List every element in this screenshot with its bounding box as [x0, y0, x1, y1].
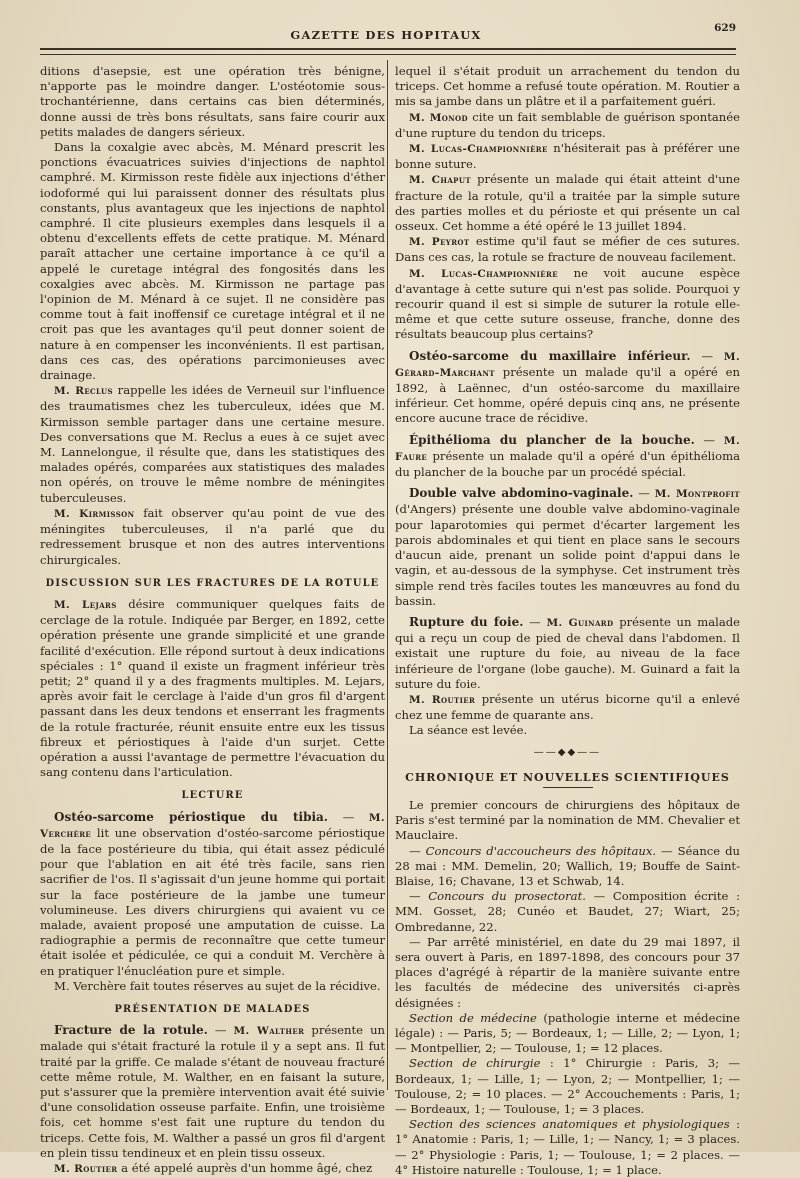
speaker-name: M. Lucas-Championnière	[409, 143, 548, 156]
paragraph	[40, 506, 385, 568]
speaker-name: M. Lucas-Championnière	[409, 267, 558, 280]
paragraph	[395, 889, 740, 935]
paragraph-text: cite un fait semblable de guérison spontanée d'une rupture du tendon du triceps.	[395, 109, 740, 140]
item-title: — Concours du prosectorat.	[409, 889, 586, 904]
speaker-name: M. Routier	[54, 1163, 118, 1176]
paragraph	[395, 234, 740, 265]
paragraph: Double valve abdomino-vaginale. — M. Montprofit (d'Angers) présente une double valve abdomino-vaginale pour laparotomies qui permet d'écarter largement les parois abdominales et qui tient en place sans le secours d'aucun aide, prenant un solide point d'appui dans le vagin, et au-dessous de la symphyse. Cet instrument très simple rend très faciles toutes les manœuvres au fond du bassin.	[395, 486, 740, 608]
speaker-name: M. Guinard	[546, 616, 614, 629]
right-column	[395, 64, 740, 1178]
case-title: Ostéo-sarcome du maxillaire inférieur.	[409, 348, 691, 363]
item-title: — Concours d'accoucheurs des hôpitaux.	[409, 843, 657, 858]
heading-rule	[543, 787, 593, 788]
paragraph: lequel il s'était produit un arrachement du tendon du triceps. Cet homme a refusé toute opération. M. Routier a mis sa jambe dans un plâtre et il a parfaitement guéri.	[395, 64, 740, 109]
paragraph	[395, 172, 740, 234]
paragraph-text: (pathologie interne et médecine légale) : — Paris, 5; — Bordeaux, 1; — Lille, 2; — Lyon, 1; — Montpellier, 2; — Toulouse, 1; = 12 places.	[395, 1010, 740, 1056]
speaker-name: M. Peyrot	[409, 236, 470, 249]
item-title: Section des sciences anatomiques et physiologiques	[409, 1117, 730, 1132]
section-heading: PRÉSENTATION DE MALADES	[114, 1003, 311, 1015]
paragraph-text: ne voit aucune espèce d'avantage à cette suture qui n'est pas solide. Pourquoi y recourir quand il est si simple de suturer la rotule elle-même et que cette suture osseuse, franche, donne des résultats beaucoup plus certains?	[395, 265, 740, 342]
journal-title: GAZETTE DES HOPITAUX	[290, 28, 482, 42]
paragraph	[395, 1056, 740, 1117]
case-title: Épithélioma du plancher de la bouche.	[409, 432, 695, 447]
paragraph-text: (d'Angers) présente une double valve abdomino-vaginale pour laparotomies qui permet d'écarter largement les parois abdominales et qui tient en place sans le secours d'aucun aide, prenant un solide point d'appui dans le vagin, et au-dessous de la symphyse. Cet instrument très simple rend très faciles toutes les manœuvres au fond du bassin.	[395, 502, 740, 608]
paragraph: Épithélioma du plancher de la bouche. — M. Faure présente un malade qu'il a opéré d'un épithélioma du plancher de la bouche par un procédé spécial.	[395, 432, 741, 480]
ornament-divider: ——◆◆——	[533, 746, 602, 758]
paragraph-text: lit une observation d'ostéo-sarcome périostique de la face postérieure du tibia, qui était assez pédiculé pour que l'ablation en ait été très facile, sans rien sacrifier de l'os. Il s'agissait d'un jeune homme qui portait sur la face postérieure de la jambe une tumeur volumineuse. Les divers chirurgiens qui avaient vu ce malade, avaient proposé une amputation de cuisse. La radiographie a permis de reconnaître que cette tumeur était isolée et pédiculée, ce qui a conduit M. Verchère à en pratiquer l'énucléation pure et simple.	[40, 825, 385, 978]
paragraph: Rupture du foie. — M. Guinard présente un malade qui a reçu un coup de pied de cheval dans l'abdomen. Il existait une rupture du foie, au niveau de la face inférieure de l'organe (lobe gauche). M. Guinard a fait la suture du foie.	[395, 614, 741, 691]
paragraph	[40, 1161, 385, 1177]
page-number: 629	[714, 22, 736, 34]
paragraph	[40, 597, 385, 780]
paragraph: Fracture de la rotule. — M. Walther présente un malade qui s'était fracturé la rotule il y a sept ans. Il fut traité par la griffe. Ce malade s'étant de nouveau fracturé cette même rotule, M. Walther, en en faisant la suture, put s'assurer que la première intervention avait été suivie d'une consolidation osseuse parfaite. Enfin, une troisième fois, cet homme s'est fait une rupture du tendon du triceps. Cette fois, M. Walther a passé un gros fil d'argent en plein tissu tendineux et en plein tissu osseux.	[40, 1023, 386, 1160]
paragraph-text: a été appelé auprès d'un homme âgé, chez	[117, 1161, 373, 1176]
paragraph	[395, 1011, 740, 1057]
paragraph: Ostéo-sarcome du maxillaire inférieur. — M. Gérard-Marchant présente un malade qu'il a opéré en 1892, à Laënnec, d'un ostéo-sarcome du maxillaire inférieur. Cet homme, opéré depuis cinq ans, ne présente encore aucune trace de récidive.	[395, 348, 741, 426]
paragraph-text: fait observer qu'au point de vue des méningites tuberculeuses, il n'a parlé que du redressement brusque et non des autres interventions chirurgicales.	[40, 505, 385, 567]
paragraph-text: présente un malade qu'il a opéré d'un épithélioma du plancher de la bouche par un procédé spécial.	[395, 448, 740, 480]
speaker-name: M. Monod	[409, 111, 468, 124]
paragraph-text: présente un malade qui s'était fracturé la rotule il y a sept ans. Il fut traité par la griffe. Ce malade s'étant de nouveau fracturé cette même rotule, M. Walther, en en faisant la suture, put s'assurer que la première intervention avait été suivie d'une consolidation osseuse parfaite. Enfin, une troisième fois, cet homme s'est fait une rupture du tendon du triceps. Cette fois, M. Walther a passé un gros fil d'argent en plein tissu tendineux et en plein tissu osseux.	[40, 1023, 386, 1160]
case-title: Rupture du foie.	[409, 614, 524, 629]
paragraph: ditions d'asepsie, est une opération très bénigne, n'apporte pas le moindre danger. L'ostéotomie sous-trochantérienne, dans certains cas bien déterminés, donne aussi de très bons résultats, sans faire courir aux petits malades de dangers sérieux.	[40, 64, 385, 139]
chronicle-heading: CHRONIQUE ET NOUVELLES SCIENTIFIQUES	[405, 770, 730, 784]
speaker-name: M. Reclus	[54, 385, 113, 398]
speaker-name: M. Gérard-Marchant	[395, 350, 741, 379]
paragraph-text: n'hésiterait pas à préférer une bonne suture.	[395, 141, 740, 172]
paragraph-text: présente un utérus bicorne qu'il a enlevé chez une femme de quarante ans.	[395, 691, 741, 723]
header-rule	[40, 48, 736, 55]
paragraph-text: estime qu'il faut se méfier de ces sutures. Dans ces cas, la rotule se fracture de nouveau facilement.	[395, 234, 740, 265]
speaker-name: M. Kirmisson	[54, 507, 135, 520]
speaker-name: M. Chaput	[409, 174, 471, 187]
paragraph	[395, 692, 740, 723]
paragraph-text: — Séance du 28 mai : MM. Demelin, 20; Wallich, 19; Bouffe de Saint-Blaise, 16; Chavane, 13 et Schwab, 14.	[395, 843, 741, 888]
paragraph: Ostéo-sarcome périostique du tibia. — M. Verchère lit une observation d'ostéo-sarcome périostique de la face postérieure du tibia, qui était assez pédiculé pour que l'ablation en ait été très facile, sans rien sacrifier de l'os. Il s'agissait d'un jeune homme qui portait sur la face postérieure de la jambe une tumeur volumineuse. Les divers chirurgiens qui avaient vu ce malade, avaient proposé une amputation de cuisse. La radiographie a permis de reconnaître que cette tumeur était isolée et pédiculée, ce qui a conduit M. Verchère à en pratiquer l'énucléation pure et simple.	[40, 809, 385, 978]
paragraph	[395, 110, 740, 141]
speaker-name: M. Montprofit	[654, 488, 740, 501]
case-title: Double valve abdomino-vaginale.	[409, 486, 634, 501]
column-divider	[387, 60, 388, 1090]
paragraph	[395, 844, 740, 890]
paragraph	[40, 383, 385, 506]
speaker-name: M. Faure	[395, 434, 741, 463]
section-heading: LECTURE	[181, 790, 244, 802]
paragraph-text: rappelle les idées de Verneuil sur l'influence des traumatismes chez les tuberculeux, idées que M. Kirmisson semble partager dans une certaine mesure. Des conversations que M. Reclus a eues à ce sujet avec M. Lannelongue, il résulte que, dans les statistiques des malades opérés, comparées aux statistiques des malades non opérés, on trouve le même nombre de méningites tuberculeuses.	[40, 383, 386, 505]
paragraph: Dans la coxalgie avec abcès, M. Ménard prescrit les ponctions évacuatrices suivies d'injections de naphtol camphré. M. Kirmisson reste fidèle aux injections d'éther iodoformé qui lui paraissent donner des résultats plus constants, plus avantageux que les injections de naphtol camphré. Il cite plusieurs exemples dans lesquels il a obtenu d'excellents effets de cette pratique. M. Ménard paraît attacher une certaine importance à ce qu'il a appelé le curetage intégral des fongosités dans les coxalgies avec abcès. M. Kirmisson ne partage pas l'opinion de M. Ménard à ce sujet. Il ne considère pas comme tout à fait inoffensif ce curetage intégral et il ne croit pas que les avantages qu'il peut donner soient de nature à en compenser les inconvénients. Il est partisan, dans ces cas, des opérations parcimonieuses avec drainage.	[40, 140, 385, 383]
speaker-name: M. Walther	[233, 1025, 305, 1038]
item-title: Section de chirurgie	[409, 1056, 541, 1071]
paragraph-text: désire communiquer quelques faits de cerclage de la rotule. Indiquée par Berger, en 1892, cette opération présente une grande simplicité et une grande facilité d'exécution. Elle répond surtout à deux indications spéciales : 1° quand il existe un fragment inférieur très petit; 2° quand il y a des fragments multiples. M. Lejars, après avoir fait le cerclage à l'aide d'un gros fil d'argent passant dans les deux tendons et enserrant les fragments de la rotule fracturée, réunit ensuite entre eux les tissus fibreux et périostiques à l'aide d'un surjet. Cette opération a aussi l'avantage de permettre l'évacuation du sang contenu dans l'articulation.	[40, 596, 385, 780]
speaker-name: M. Routier	[409, 693, 476, 706]
paragraph-text: : 1° Anatomie : Paris, 1; — Lille, 1; — Nancy, 1; = 3 places. — 2° Physiologie : Paris, 1; — Toulouse, 1; = 2 places. — 4° Histoire naturelle : Toulouse, 1; = 1 place.	[395, 1117, 740, 1177]
paragraph: La séance est levée.	[409, 723, 528, 738]
paragraph-text: présente un malade qui était atteint d'une fracture de la rotule, qu'il a traitée par la simple suture des parties molles et du périoste et qui présente un cal osseux. Cet homme a été opéré le 13 juillet 1894.	[395, 172, 740, 234]
paragraph-text: — Composition écrite : MM. Gosset, 28; Cunéo et Baudet, 27; Wiart, 25; Ombredanne, 22.	[395, 889, 740, 934]
item-title: Section de médecine	[409, 1010, 537, 1025]
paragraph-text: présente un malade qu'il a opéré en 1892, à Laënnec, d'un ostéo-sarcome du maxillaire inférieur. Cet homme, opéré depuis cinq ans, ne présente encore aucune trace de récidive.	[395, 364, 740, 426]
paragraph: M. Verchère fait toutes réserves au sujet de la récidive.	[54, 978, 381, 993]
case-title: Fracture de la rotule.	[54, 1023, 208, 1038]
speaker-name: M. Verchère	[40, 811, 385, 840]
left-column	[40, 64, 385, 1177]
case-title: Ostéo-sarcome périostique du tibia.	[54, 809, 328, 824]
paragraph	[395, 141, 740, 172]
paragraph	[395, 1117, 740, 1178]
paragraph-text: présente un malade qui a reçu un coup de pied de cheval dans l'abdomen. Il existait une rupture du foie, au niveau de la face inférieure de l'organe (lobe gauche). M. Guinard a fait la suture du foie.	[395, 614, 741, 691]
speaker-name: M. Lejars	[54, 598, 117, 611]
section-heading: DISCUSSION SUR LES FRACTURES DE LA ROTULE	[45, 577, 380, 589]
paragraph-text: : 1° Chirurgie : Paris, 3; — Bordeaux, 1; — Lille, 1; — Lyon, 2; — Montpellier, 1; — Toulouse, 2; = 10 places. — 2° Accouchements : Paris, 1; — Bordeaux, 1; — Toulouse, 1; = 3 places.	[395, 1056, 740, 1116]
paragraph	[395, 266, 740, 343]
paragraph: — Par arrêté ministériel, en date du 29 mai 1897, il sera ouvert à Paris, en 1897-1898, des concours pour 37 places d'agrégé à répartir de la manière suivante entre les facultés de médecine des universités ci-après désignées :	[395, 934, 740, 1010]
paragraph: Le premier concours de chirurgiens des hôpitaux de Paris s'est terminé par la nomination de MM. Chevalier et Mauclaire.	[395, 797, 740, 843]
